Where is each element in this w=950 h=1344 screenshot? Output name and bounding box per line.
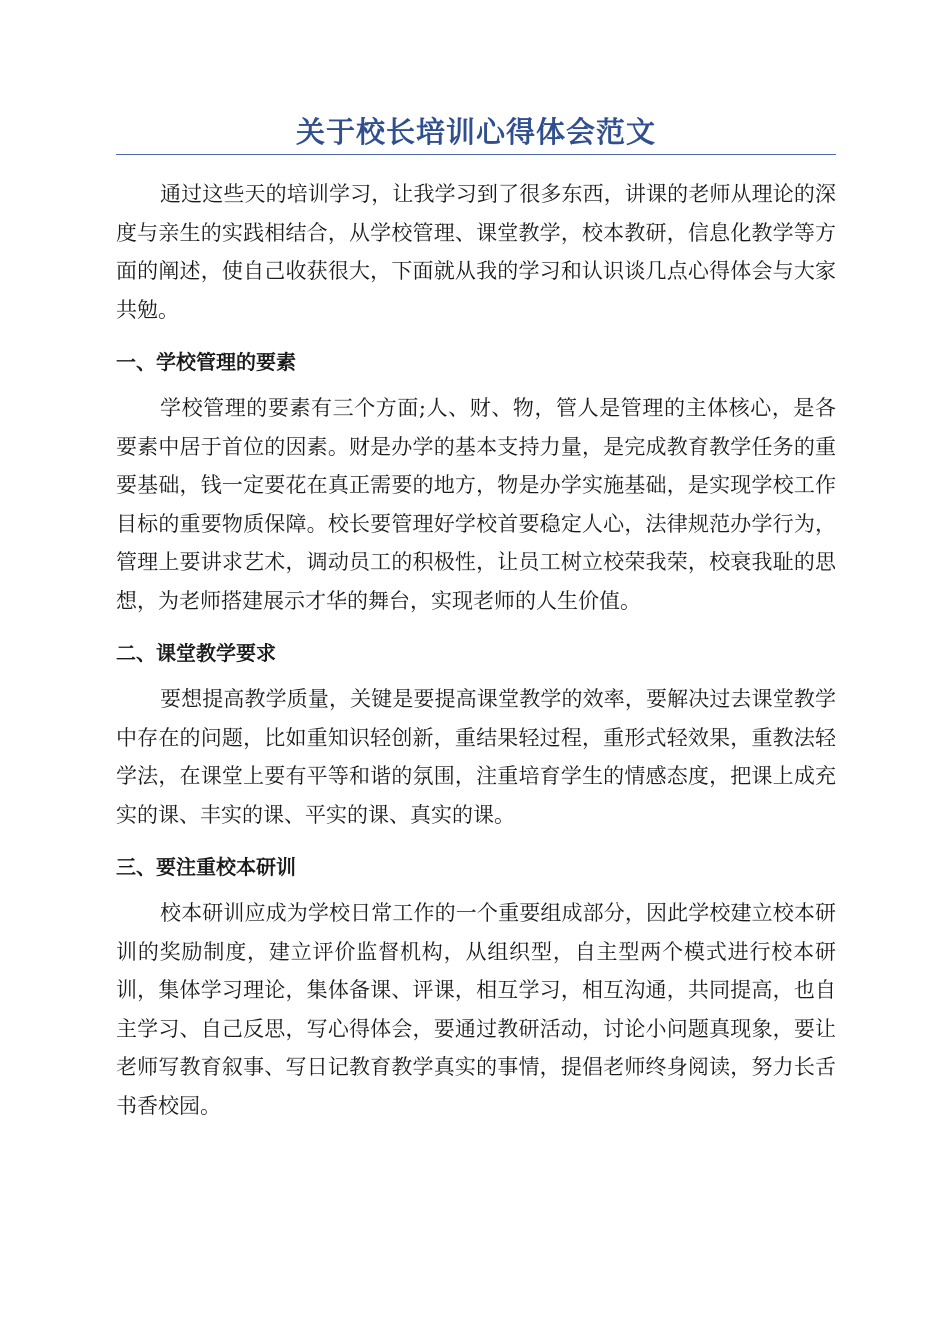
section-heading-research: 三、要注重校本研训 <box>116 855 296 879</box>
section-body-teaching: 要想提高教学质量，关键是要提高课堂教学的效率，要解决过去课堂教学中存在的问题，比如重知识轻创新，重结果轻过程，重形式轻效果，重教法轻学法，在课堂上要有平等和谐的氛围，注重培育学生的情感态度，把课上成充实的课、丰实的课、平实的课、真实的课。 <box>116 687 836 827</box>
intro-paragraph: 通过这些天的培训学习，让我学习到了很多东西，讲课的老师从理论的深度与亲生的实践相结合，从学校管理、课堂教学，校本教研，信息化教学等方面的阐述，使自己收获很大，下面就从我的学习和认识谈几点心得体会与大家共勉。 <box>116 182 836 322</box>
section-heading-management: 一、学校管理的要素 <box>116 350 296 374</box>
section-body-management: 学校管理的要素有三个方面;人、财、物，管人是管理的主体核心，是各要素中居于首位的因素。财是办学的基本支持力量，是完成教育教学任务的重要基础，钱一定要花在真正需要的地方，物是办学实施基础，是实现学校工作目标的重要物质保障。校长要管理好学校首要稳定人心，法律规范办学行为，管理上要讲求艺术，调动员工的积极性，让员工树立校荣我荣，校衰我耻的思想，为老师搭建展示才华的舞台，实现老师的人生价值。 <box>116 396 836 613</box>
section-heading-teaching: 二、课堂教学要求 <box>116 641 276 665</box>
document-page <box>116 110 836 1125</box>
document-title: 关于校长培训心得体会范文 <box>116 110 836 155</box>
section-body-research: 校本研训应成为学校日常工作的一个重要组成部分，因此学校建立校本研训的奖励制度，建立评价监督机构，从组织型，自主型两个模式进行校本研训，集体学习理论，集体备课、评课，相互学习，相互沟通，共同提高，也自主学习、自己反思，写心得体会，要通过教研活动，讨论小问题真现象，要让老师写教育叙事、写日记教育教学真实的事情，提倡老师终身阅读，努力长舌书香校园。 <box>116 901 836 1118</box>
